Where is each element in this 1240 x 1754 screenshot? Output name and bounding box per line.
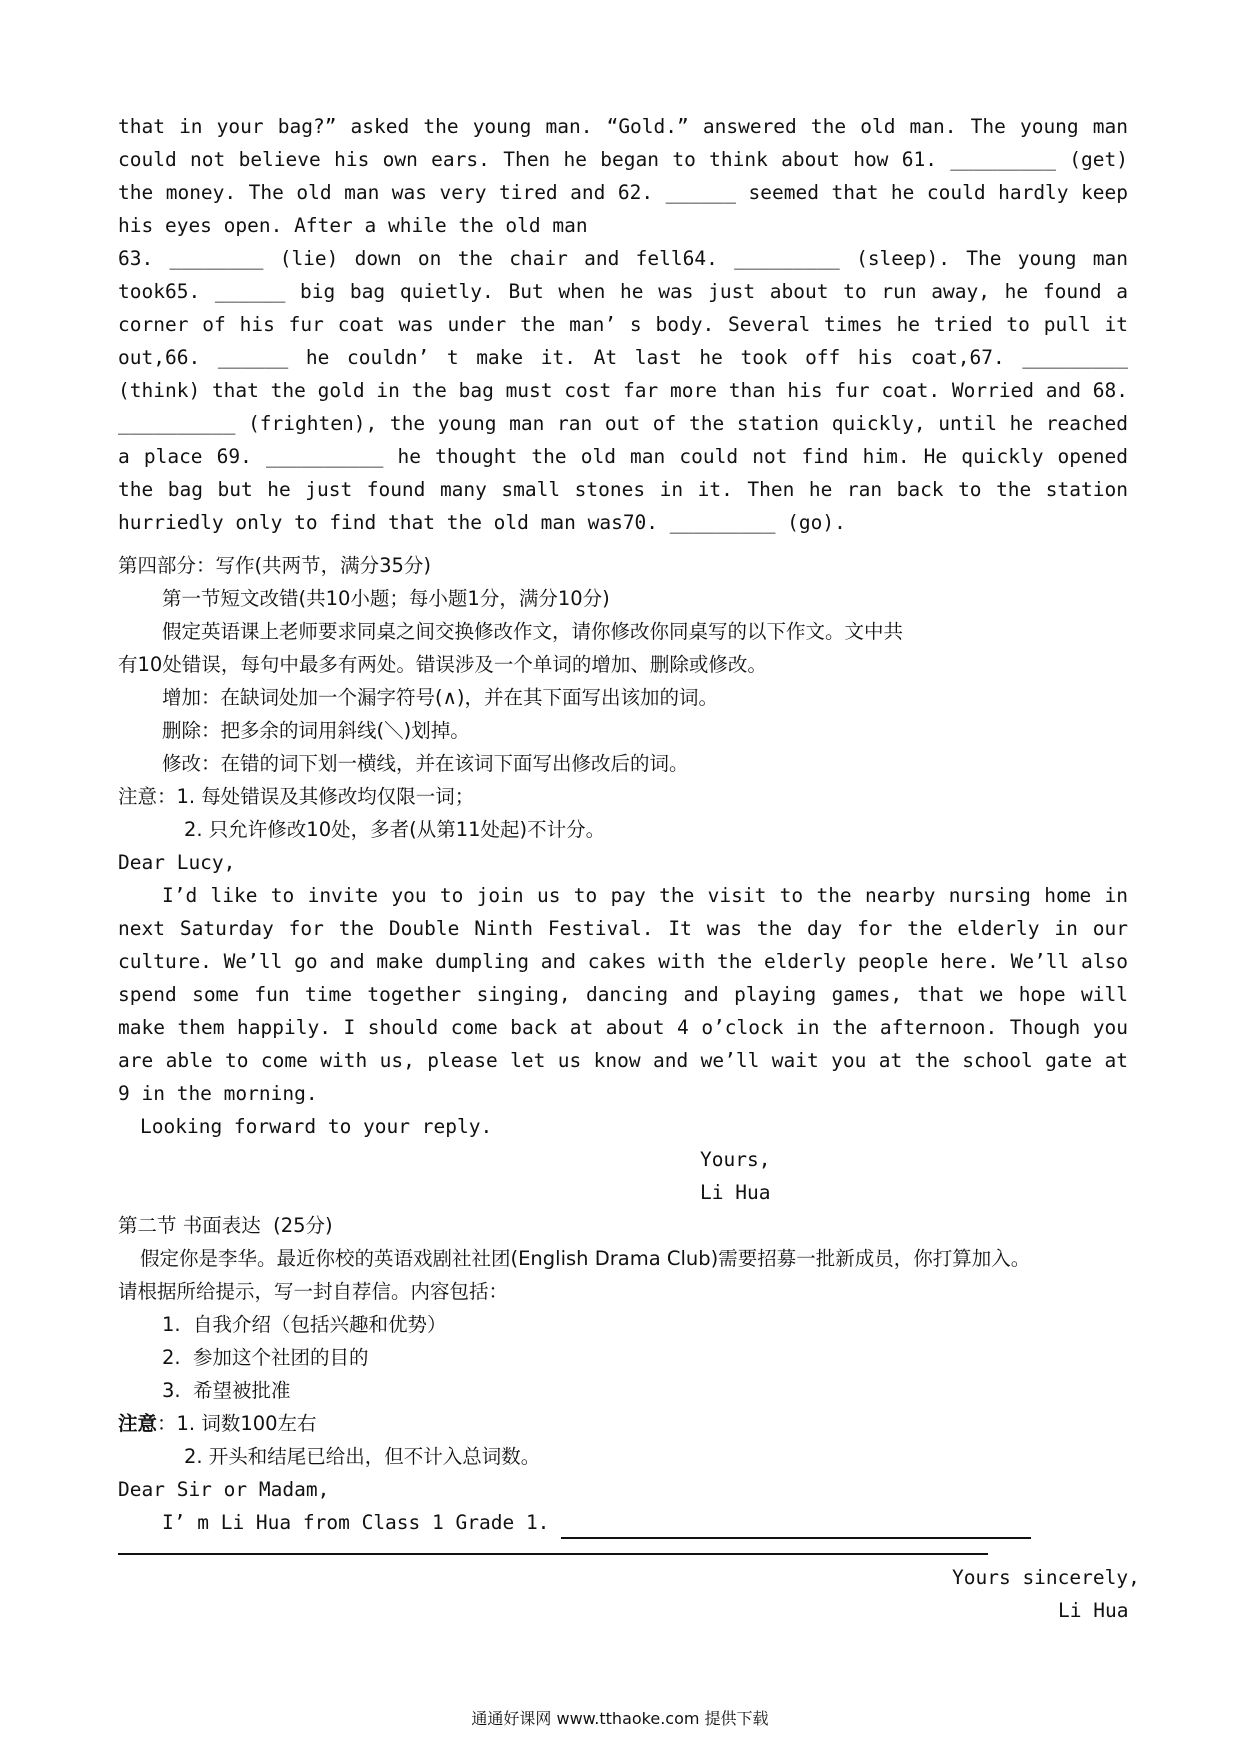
- letter2-signature: Li Hua: [1058, 1599, 1129, 1622]
- content-item-3: 3. 希望被批准: [162, 1379, 291, 1402]
- rule-modify: 修改：在错的词下划一横线，并在该词下面写出修改后的词。: [162, 752, 689, 775]
- page-footer: 通通好课网 www.tthaoke.com 提供下载: [471, 1709, 769, 1728]
- cloze-passage-part2: 63. ________ (lie) down on the chair and fell64. _________ (sleep). The young man took65. ______ big bag quietly. But when he was just about to run away, he found a corner of his fur coat was under the man’ s body. Several times he tried to pull it out,66. ______ he couldn’ t make it. At last he took off his coat,67. _________ (think) that the gold in the bag must cost far more than his fur coat. Worried and 68. __________ (frighten), the young man ran out of the station quickly, until he reached a place 69. __________ he thought the old man could not find him. He quickly opened the bag but he just found many small stones in it. Then he ran back to the station hurriedly only to find that the old man was70. _________ (go).: [118, 247, 1128, 534]
- section2-intro-line1: 假定你是李华。最近你校的英语戏剧社社团(English Drama Club)需要招募一批新成员，你打算加入。: [140, 1247, 1031, 1270]
- content-item-1: 1. 自我介绍（包括兴趣和优势）: [162, 1313, 447, 1336]
- letter-closing-line: Looking forward to your reply.: [140, 1115, 493, 1138]
- note2-label: 注意: [118, 1412, 158, 1435]
- section2-title: 第二节 书面表达 (25分): [118, 1214, 333, 1237]
- writing-line-1: [561, 1515, 1031, 1539]
- letter-body: I’d like to invite you to join us to pay the visit to the nearby nursing home in next Saturday for the Double Ninth Festival. It was the day for the elderly in our culture. We’ll go and make dumpling and cakes with the elderly people here. We’ll also spend some fun time together singing, dancing and playing games, that we hope will make them happily. I should come back at about 4 o’clock in the afternoon. Though you are able to come with us, please let us know and we’ll wait you at the school gate at 9 in the morning.: [118, 884, 1128, 1105]
- section2-intro-line2: 请根据所给提示，写一封自荐信。内容包括：: [118, 1280, 509, 1303]
- note-line1: 注意：1. 每处错误及其修改均仅限一词；: [118, 785, 475, 808]
- section1-title: 第一节短文改错(共10小题；每小题1分，满分10分): [162, 587, 610, 610]
- letter2-sign-off: Yours sincerely,: [952, 1566, 1140, 1589]
- note2-line2: 2. 开头和结尾已给出，但不计入总词数。: [184, 1445, 541, 1468]
- cloze-passage-part1: that in your bag?” asked the young man. “Gold.” answered the old man. The young man could not believe his own ears. Then he began to think about how 61. _________ (get) the money. The old man was very tired and 62. ______ seemed that he could hardly keep his eyes open. After a while the old man: [118, 115, 1128, 237]
- note2-line1: [118, 1407, 1128, 1440]
- section1-intro-line2: 有10处错误，每句中最多有两处。错误涉及一个单词的增加、删除或修改。: [118, 653, 767, 676]
- letter2-opening: I’ m Li Hua from Class 1 Grade 1.: [162, 1511, 562, 1534]
- letter2-opening-line: [118, 1506, 1128, 1539]
- rule-add: 增加：在缺词处加一个漏字符号(∧)，并在其下面写出该加的词。: [162, 686, 718, 709]
- part4-heading: 第四部分：写作(共两节，满分35分): [118, 554, 432, 577]
- letter2-salutation: Dear Sir or Madam,: [118, 1478, 330, 1501]
- letter-signature: Li Hua: [700, 1181, 771, 1204]
- letter-sign-off: Yours,: [700, 1148, 771, 1171]
- note-line2: 2. 只允许修改10处，多者(从第11处起)不计分。: [184, 818, 606, 841]
- letter-salutation: Dear Lucy,: [118, 851, 236, 874]
- writing-line-2: [118, 1539, 988, 1555]
- section1-intro-line1: 假定英语课上老师要求同桌之间交换修改作文，请你修改你同桌写的以下作文。文中共: [162, 620, 904, 643]
- rule-delete: 删除：把多余的词用斜线(＼)划掉。: [162, 719, 470, 742]
- content-item-2: 2. 参加这个社团的目的: [162, 1346, 369, 1369]
- note2-text: ：1. 词数100左右: [157, 1412, 317, 1435]
